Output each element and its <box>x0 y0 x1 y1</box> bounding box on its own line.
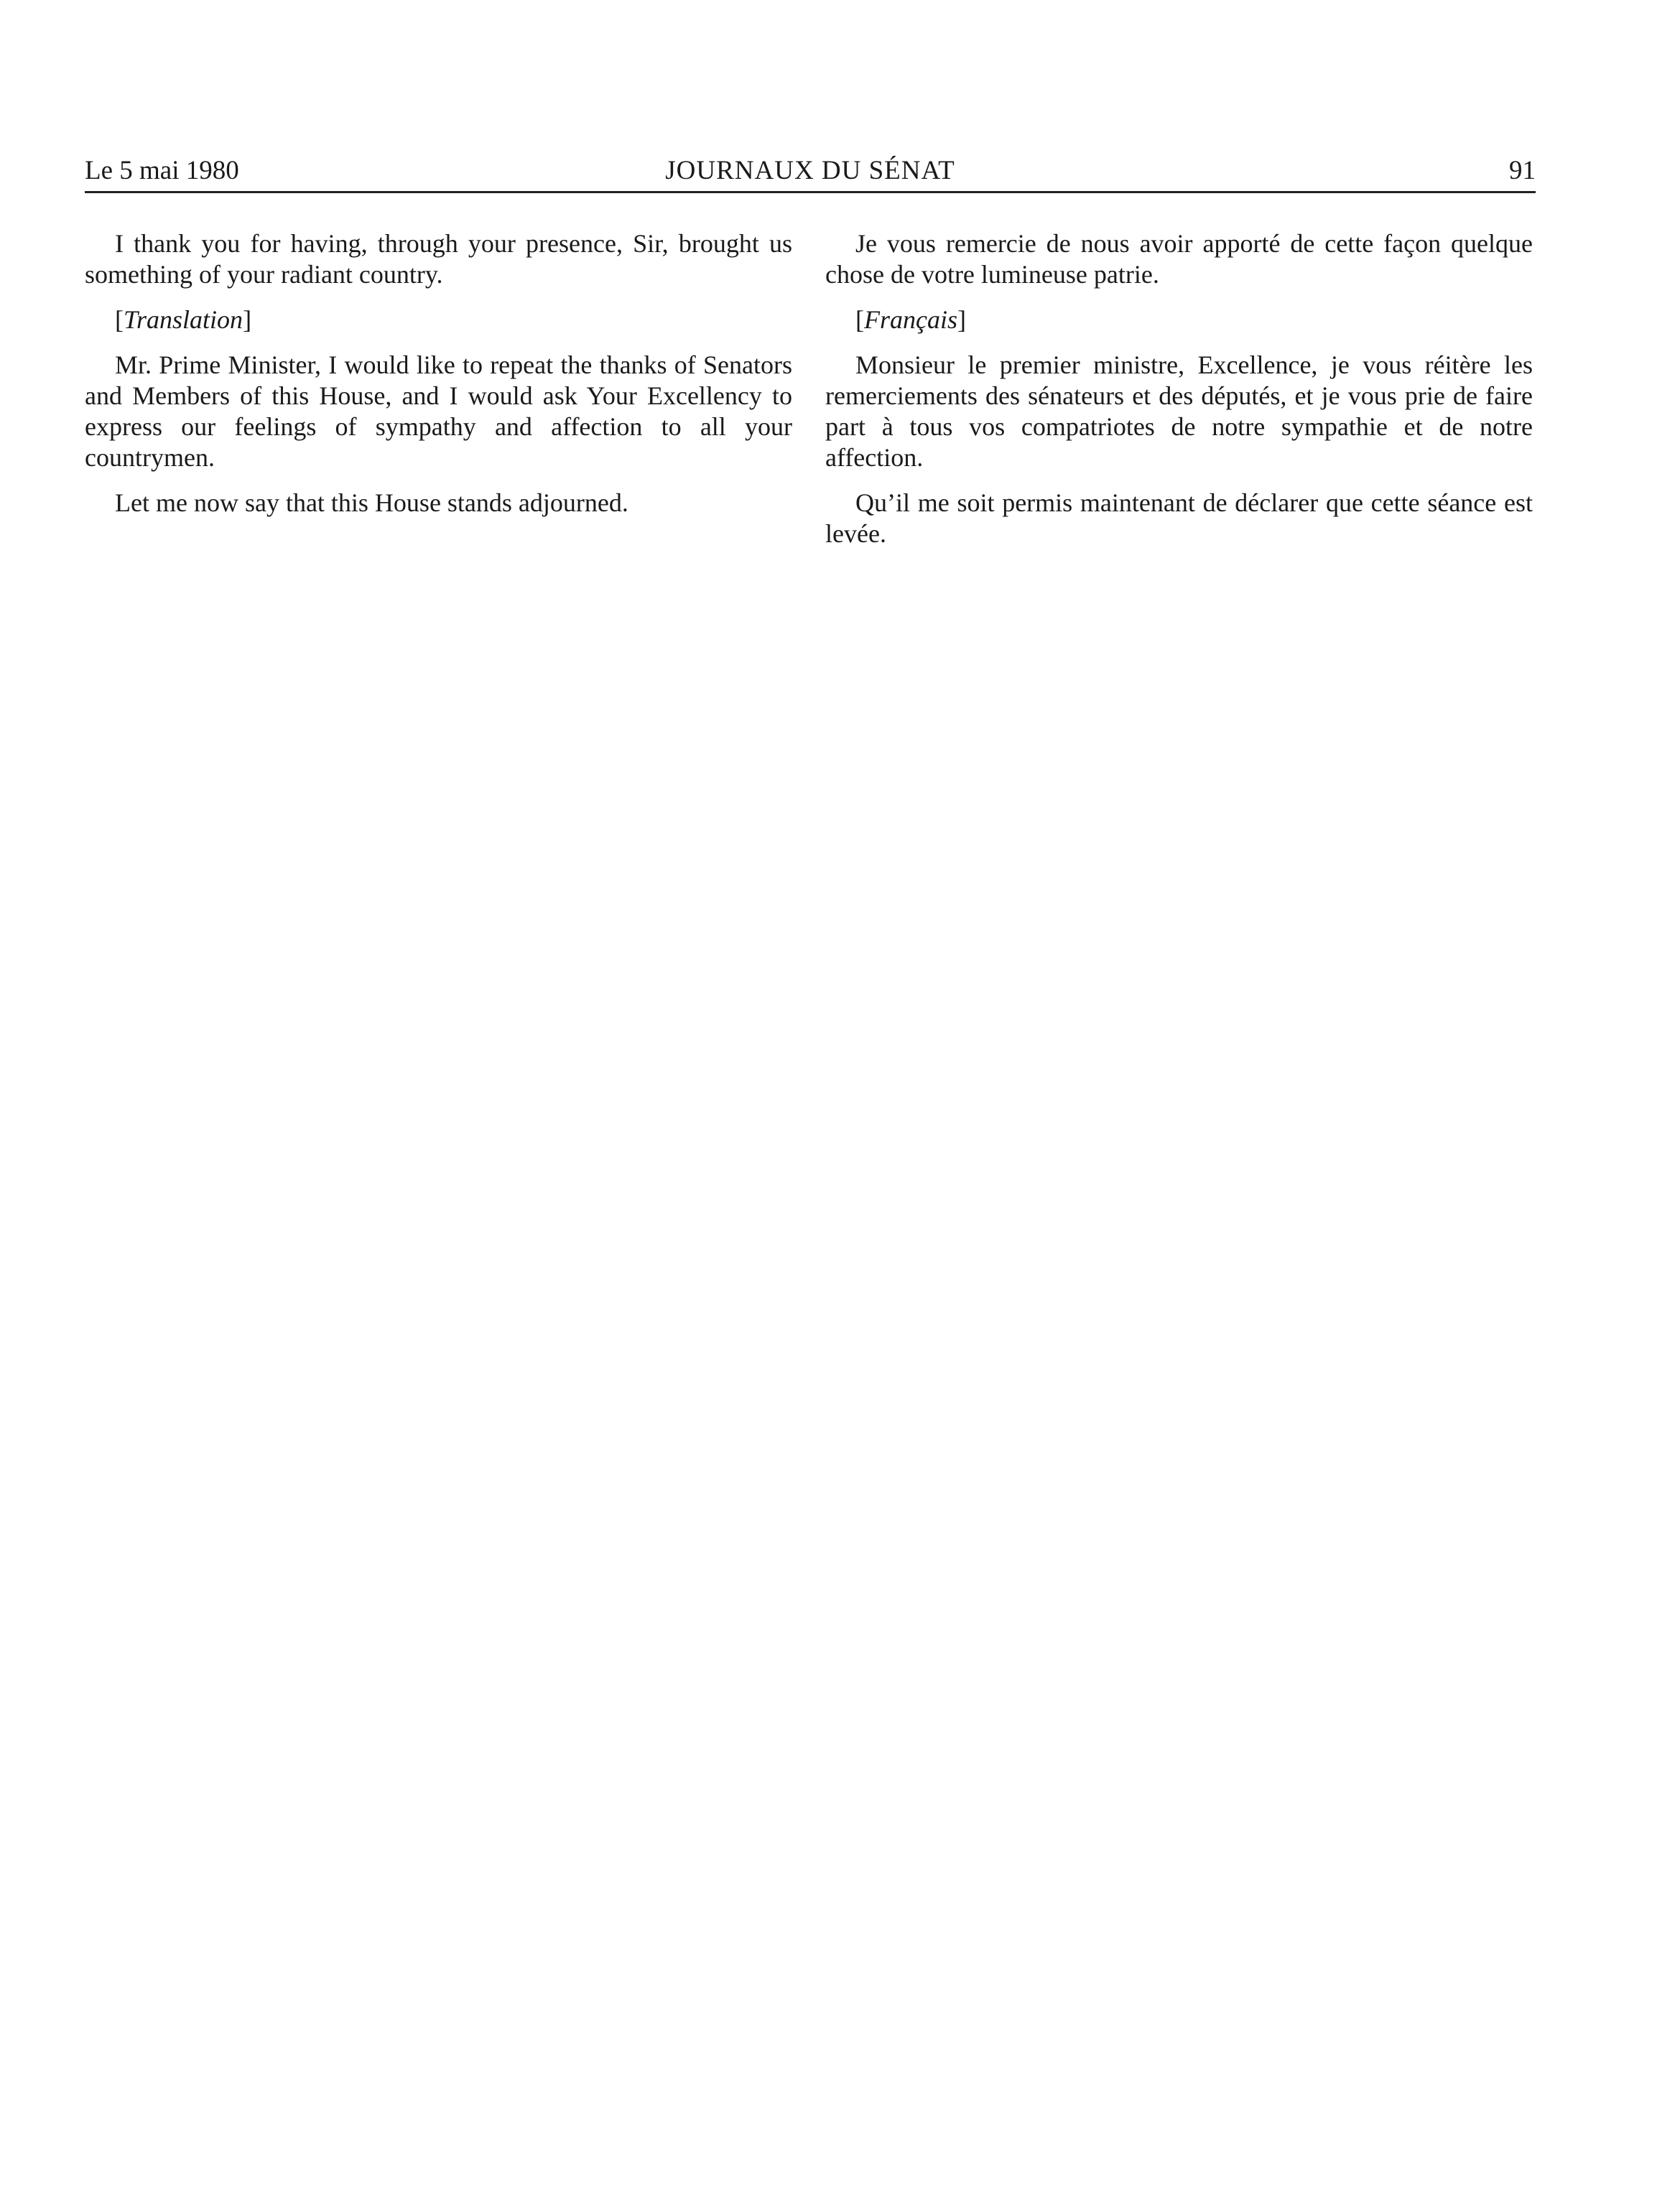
marker-close-bracket: ] <box>957 305 966 334</box>
marker-open-bracket: [ <box>115 305 124 334</box>
french-paragraph-2: Monsieur le premier ministre, Excellence, je vous réitère les remerciements des sénateurs et des députés, et je vous prie de faire part à tous vos compatriotes de notre sympathie et de notre affection. <box>825 350 1533 472</box>
english-paragraph-2: Mr. Prime Minister, I would like to repeat the thanks of Senators and Members of this House, and I would ask Your Excellency to express our feelings of sympathy and affection to all your countrymen. <box>85 350 792 472</box>
english-paragraph-3: Let me now say that this House stands adjourned. <box>115 488 628 517</box>
french-paragraph-1: Je vous remercie de nous avoir apporté de cette façon quelque chose de votre lumineuse patrie. <box>825 229 1533 289</box>
marker-open-bracket: [ <box>855 305 864 334</box>
page-header <box>85 151 1536 191</box>
marker-label: Translation <box>124 305 243 334</box>
header-date: Le 5 mai 1980 <box>85 156 239 185</box>
header-title: JOURNAUX DU SÉNAT <box>665 156 955 185</box>
french-column <box>825 228 1533 564</box>
francais-marker <box>825 304 1533 335</box>
english-column <box>85 228 792 533</box>
french-paragraph-3: Qu’il me soit permis maintenant de déclarer que cette séance est levée. <box>825 488 1533 548</box>
marker-close-bracket: ] <box>243 305 252 334</box>
translation-marker <box>85 304 792 335</box>
header-rule <box>85 191 1536 193</box>
english-paragraph-1: I thank you for having, through your presence, Sir, brought us something of your radiant country. <box>85 229 792 289</box>
marker-label: Français <box>864 305 957 334</box>
page-number: 91 <box>1509 156 1536 185</box>
